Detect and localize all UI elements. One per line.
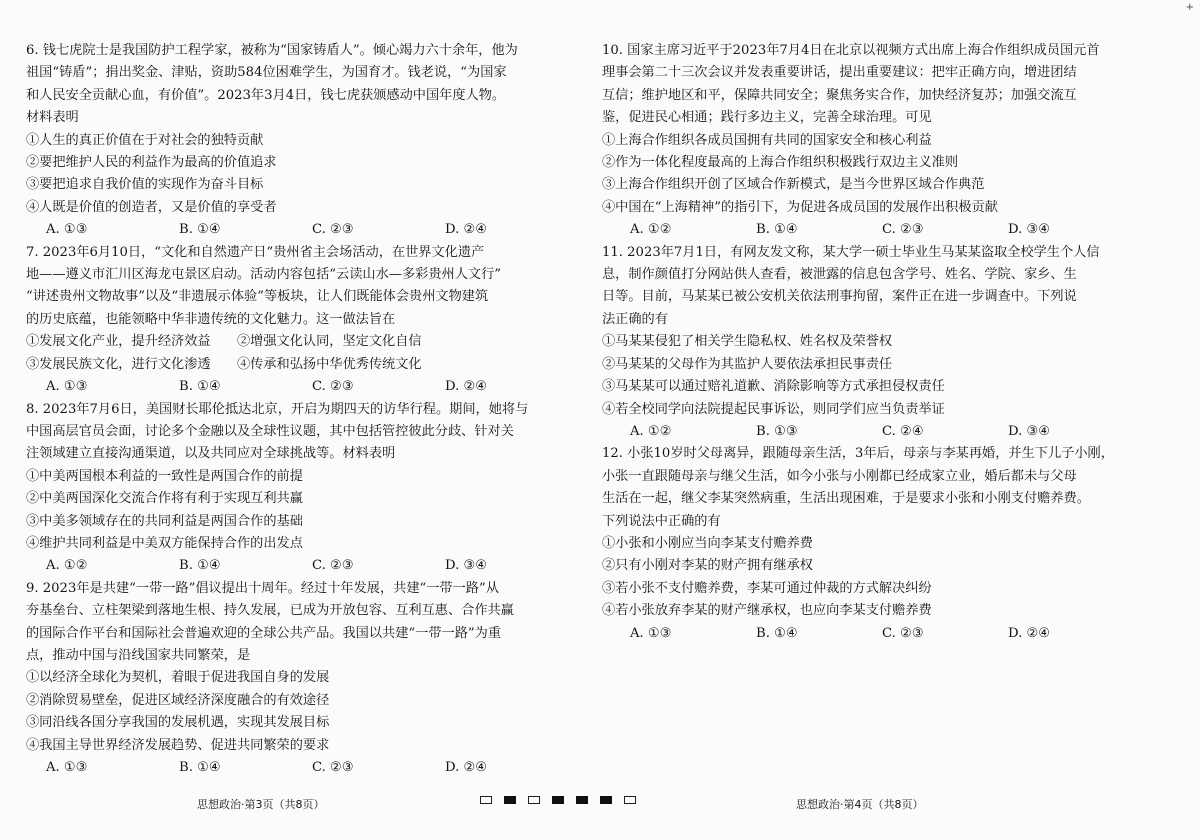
answer-option-a: A. ①③: [46, 222, 88, 238]
question-line: ①马某某侵犯了相关学生隐私权、姓名权及荣誉权: [602, 334, 893, 350]
answer-option-d: D. ③④: [1008, 222, 1051, 238]
question-line: 互信；维护地区和平，保障共同安全；聚焦务实合作，加快经济复苏；加强交流互: [602, 87, 1077, 103]
question-line: ②消除贸易壁垒，促进区域经济深度融合的有效途径: [26, 692, 330, 708]
question-line: ③马某某可以通过赔礼道歉、消除影响等方式承担侵权责任: [602, 379, 945, 395]
question-line: 理事会第二十三次会议并发表重要讲话，提出重要建议：把牢正确方向，增进团结: [602, 65, 1077, 81]
answer-options: [26, 376, 578, 398]
right-column: [602, 40, 1168, 645]
question-stem: 10. 国家主席习近平于2023年7月4日在北京以视频方式出席上海合作组织成员国元首: [602, 43, 1100, 58]
question-stem: 12. 小张10岁时父母离异，跟随母亲生活，3年后，母亲与李某再婚，并生下儿子小刚，: [602, 446, 1114, 462]
answer-options: [602, 623, 1168, 645]
question-line: ②中美两国深化交流合作将有利于实现互利共赢: [26, 491, 303, 507]
question-12: [602, 443, 1168, 645]
answer-option-c: C. ②③: [312, 379, 354, 395]
question-line: 日等。目前，马某某已被公安机关依法刑事拘留，案件正在进一步调查中。下列说: [602, 289, 1077, 305]
answer-option-c: C. ②③: [882, 222, 924, 238]
question-line: ①发展文化产业，提升经济效益 ②增强文化认同，坚定文化自信: [26, 334, 422, 350]
question-line: ①人生的真正价值在于对社会的独特贡献: [26, 132, 264, 148]
question-line: 夯基垒台、立柱架梁到落地生根、持久发展，已成为开放包容、互利互惠、合作共赢: [26, 603, 514, 619]
question-line: ④人既是价值的创造者，又是价值的享受者: [26, 199, 277, 215]
question-stem: 6. 钱七虎院士是我国防护工程学家，被称为“国家铸盾人”。倾心竭力六十余年，他为: [26, 43, 518, 58]
answer-option-a: A. ①③: [46, 760, 88, 775]
answer-options: [602, 219, 1168, 241]
page-footer-right: 思想政治·第4页（共8页）: [796, 798, 924, 811]
answer-option-a: A. ①②: [630, 222, 672, 238]
question-line: 注领域建立直接沟通渠道，以及共同应对全球挑战等。材料表明: [26, 446, 396, 462]
question-line: ①小张和小刚应当向李某支付赡养费: [602, 535, 813, 551]
question-line: 息，制作颜值打分网站供人查看，被泄露的信息包含学号、姓名、学院、家乡、生: [602, 267, 1077, 283]
question-line: 祖国“铸盾”；捐出奖金、津贴，资助584位困难学生，为国育才。钱老说，“为国家: [26, 65, 507, 81]
answer-options: [26, 555, 578, 577]
answer-options: [26, 757, 578, 779]
answer-option-b: B. ①④: [756, 222, 798, 238]
question-line: 中国高层官员会面，讨论多个金融以及全球性议题，其中包括管控彼此分歧、针对关: [26, 423, 514, 439]
answer-option-a: A. ①②: [630, 423, 672, 439]
question-line: 鉴，促进民心相通；践行多边主义，完善全球治理。可见: [602, 110, 932, 126]
answer-options: [26, 219, 578, 241]
question-line: 下列说法中正确的有: [602, 513, 721, 529]
question-line: ①以经济全球化为契机，着眼于促进我国自身的发展: [26, 670, 330, 686]
solid-square-mark: [552, 796, 564, 804]
question-line: 材料表明: [26, 110, 79, 126]
corner-mark: +: [1185, 2, 1194, 13]
question-line: 小张一直跟随母亲与继父生活，如今小张与小刚都已经成家立业，婚后都未与父母: [602, 468, 1077, 484]
left-column: [26, 40, 578, 779]
question-line: 的国际合作平台和国际社会普遍欢迎的全球公共产品。我国以共建“一带一路”为重: [26, 625, 502, 641]
question-line: ④维护共同利益是中美双方能保持合作的出发点: [26, 535, 303, 551]
answer-option-d: D. ②④: [1008, 625, 1051, 641]
question-line: ③要把追求自我价值的实现作为奋斗目标: [26, 177, 264, 193]
question-line: 地——遵义市汇川区海龙屯景区启动。活动内容包括“云读山水—多彩贵州人文行”: [26, 267, 502, 283]
question-line: ②要把维护人民的利益作为最高的价值追求: [26, 155, 277, 171]
answer-option-c: C. ②④: [882, 423, 924, 439]
answer-option-c: C. ②③: [882, 625, 924, 641]
question-line: ②马某某的父母作为其监护人要依法承担民事责任: [602, 356, 893, 372]
question-line: ②只有小刚对李某的财产拥有继承权: [602, 558, 813, 574]
answer-option-c: C. ②③: [312, 222, 354, 238]
answer-option-d: D. ②④: [445, 760, 488, 775]
question-line: ③中美多领域存在的共同利益是两国合作的基础: [26, 513, 303, 529]
question-line: 点，推动中国与沿线国家共同繁荣，是: [26, 647, 251, 663]
page-footer-left: 思想政治·第3页（共8页）: [197, 798, 325, 811]
question-line: 的历史底蕴，也能领略中华非遗传统的文化魅力。这一做法旨在: [26, 311, 396, 327]
question-6: [26, 40, 578, 242]
answer-option-c: C. ②③: [312, 760, 354, 775]
answer-option-b: B. ①③: [756, 423, 798, 439]
question-line: “讲述贵州文物故事”以及“非遗展示体验”等板块，让人们既能体会贵州文物建筑: [26, 289, 489, 305]
answer-option-d: D. ②④: [445, 379, 488, 395]
question-10: [602, 40, 1168, 242]
question-line: ③若小张不支付赡养费，李某可通过仲裁的方式解决纠纷: [602, 580, 932, 596]
question-line: 生活在一起，继父李某突然病重，生活出现困难，于是要求小张和小刚支付赡养费。: [602, 491, 1090, 507]
answer-option-b: B. ①④: [179, 558, 221, 574]
question-line: ①上海合作组织各成员国拥有共同的国家安全和核心利益: [602, 132, 932, 148]
answer-option-d: D. ③④: [445, 558, 488, 574]
solid-square-mark: [600, 796, 612, 804]
question-stem: 9. 2023年是共建“一带一路”倡议提出十周年。经过十年发展，共建“一带一路”从: [26, 580, 499, 596]
hollow-square-mark: [624, 796, 636, 804]
question-stem: 8. 2023年7月6日，美国财长耶伦抵达北京，开启为期四天的访华行程。期间，她将与: [26, 401, 529, 417]
answer-option-a: A. ①③: [630, 625, 672, 641]
question-stem: 11. 2023年7月1日，有网友发文称，某大学一硕士毕业生马某某盗取全校学生个人信: [602, 244, 1100, 260]
answer-option-d: D. ②④: [445, 222, 488, 238]
answer-option-a: A. ①③: [46, 379, 88, 395]
answer-option-b: B. ①④: [179, 760, 221, 775]
question-line: ①中美两国根本利益的一致性是两国合作的前提: [26, 468, 303, 484]
question-line: ③同沿线各国分享我国的发展机遇，实现其发展目标: [26, 715, 330, 731]
question-line: ②作为一体化程度最高的上海合作组织积极践行双边主义准则: [602, 155, 959, 171]
answer-option-a: A. ①②: [46, 558, 88, 574]
solid-square-mark: [504, 796, 516, 804]
solid-square-mark: [576, 796, 588, 804]
answer-option-c: C. ②③: [312, 558, 354, 574]
question-line: ④若小张放弃李某的财产继承权，也应向李某支付赡养费: [602, 603, 932, 619]
answer-option-b: B. ①④: [179, 222, 221, 238]
answer-option-b: B. ①④: [179, 379, 221, 395]
answer-options: [602, 421, 1168, 443]
question-line: ④我国主导世界经济发展趋势、促进共同繁荣的要求: [26, 737, 330, 753]
question-7: [26, 242, 578, 399]
question-line: ③发展民族文化，进行文化渗透 ④传承和弘扬中华优秀传统文化: [26, 356, 422, 372]
question-line: ④中国在“上海精神”的指引下，为促进各成员国的发展作出积极贡献: [602, 199, 998, 215]
answer-option-d: D. ③④: [1008, 423, 1051, 439]
hollow-square-mark: [480, 796, 492, 804]
question-stem: 7. 2023年6月10日，“文化和自然遗产日”贵州省主会场活动，在世界文化遗产: [26, 244, 485, 260]
registration-marks: [480, 796, 636, 804]
question-line: 和人民安全贡献心血，有价值”。2023年3月4日，钱七虎获颁感动中国年度人物。: [26, 87, 506, 103]
question-line: ④若全校同学向法院提起民事诉讼，则同学们应当负责举证: [602, 401, 945, 417]
question-line: 法正确的有: [602, 311, 668, 327]
answer-option-b: B. ①④: [756, 625, 798, 641]
hollow-square-mark: [528, 796, 540, 804]
question-8: [26, 399, 578, 578]
question-line: ③上海合作组织开创了区域合作新模式，是当今世界区域合作典范: [602, 177, 985, 193]
question-11: [602, 242, 1168, 444]
question-9: [26, 578, 578, 780]
